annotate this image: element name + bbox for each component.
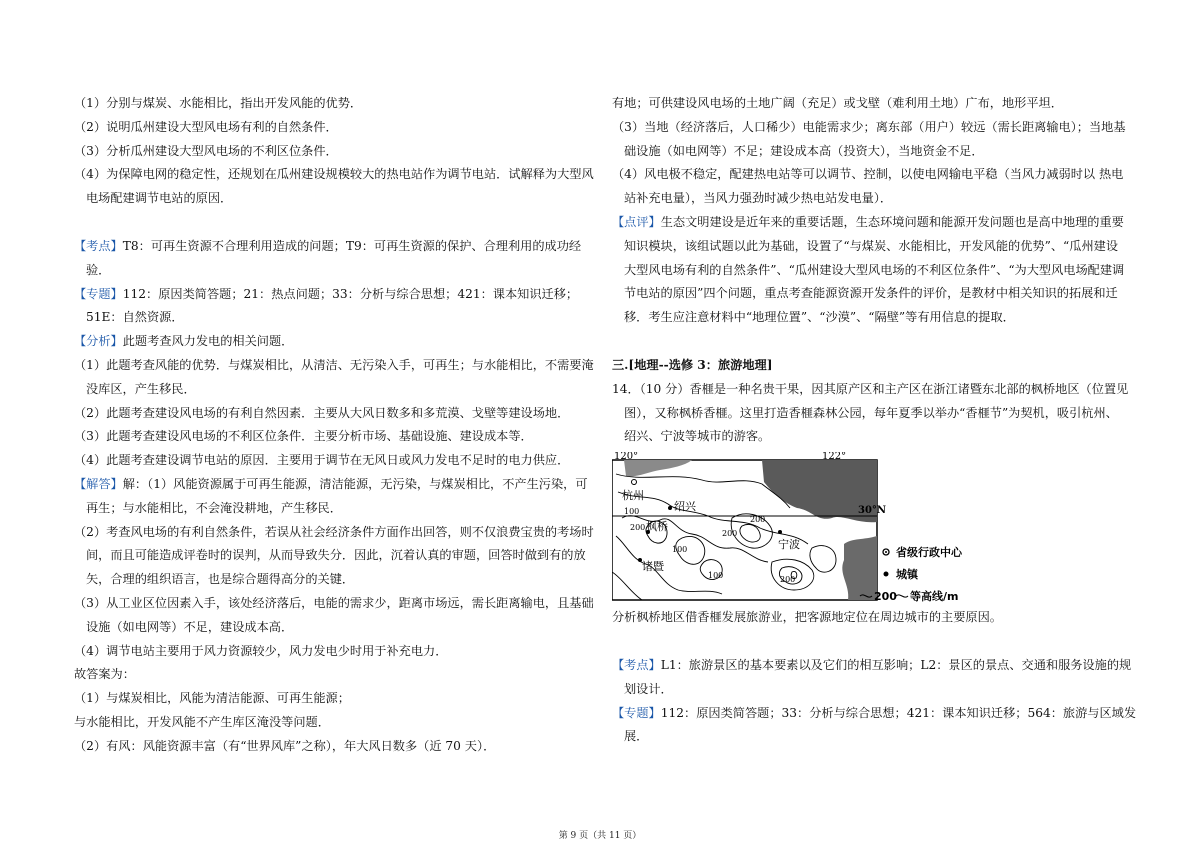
- answer-2: （2）考查风电场的有利自然条件，若误从社会经济条件方面作出回答，则不仅浪费宝贵的考场时: [74, 524, 594, 539]
- zhuanti-line-14: 【专题】112：原因类简答题；33：分析与综合思想；421：课本知识迁移；564：旅游与区域发: [612, 705, 1137, 720]
- contour-value: 100: [708, 571, 724, 581]
- final-answer-4: （4）风电极不稳定，配建热电站等可以调节、控制，以使电网输电平稳（当风力减弱时以 热电: [612, 167, 1124, 182]
- jieda-line: 【解答】解：（1）风能资源属于可再生能源，清洁能源，无污染，与煤炭相比，不产生污染，可: [74, 476, 588, 491]
- zhuanti-tag: 【专题】: [74, 286, 123, 301]
- final-answer-2-cont: 有地；可供建设风电场的土地广阔（充足）或戈壁（难利用土地）广布，地形平坦．: [612, 96, 1063, 110]
- answer-4: （4）调节电站主要用于风力资源较少，风力发电少时用于补充电力．: [74, 643, 448, 658]
- section-heading: 三.[地理--选修 3：旅游地理]: [612, 357, 773, 372]
- hangzhou-marker: [632, 480, 637, 485]
- jieda-line-cont: 再生；与水能相比，不会淹没耕地，产生移民．: [86, 500, 342, 515]
- contour-value: 200: [780, 575, 796, 585]
- contour-value: 200: [630, 523, 646, 533]
- zhuji-label: 诸暨: [642, 560, 664, 574]
- question-3: （3）分析瓜州建设大型风电场的不利区位条件．: [74, 143, 338, 158]
- kaodian-line-14-cont: 划设计．: [624, 681, 673, 696]
- kaodian-tag: 【考点】: [74, 238, 123, 253]
- question-1: （1）分别与煤炭、水能相比，指出开发风能的优势．: [74, 96, 363, 110]
- ningbo-marker: [778, 530, 782, 534]
- legend-contour-label: 等高线/m: [910, 590, 959, 603]
- legend-town-label: 城镇: [896, 568, 918, 582]
- zhuanti-line-cont: 51E：自然资源．: [86, 310, 184, 325]
- ningbo-label: 宁波: [778, 538, 800, 552]
- hangzhou-label: 杭州: [622, 489, 644, 503]
- zhuanti-tag: 【专题】: [612, 705, 661, 720]
- fenxi-line: 【分析】此题考查风力发电的相关问题．: [74, 334, 294, 349]
- contour-value: 100: [672, 545, 688, 555]
- kaodian-line-14: 【考点】L1：旅游景区的基本要素以及它们的相互影响；L2：景区的景点、交通和服务设施的规: [612, 657, 1132, 672]
- question-4-cont: 电场配建调节电站的原因．: [86, 191, 233, 206]
- zhuanti-line-14-cont: 展．: [624, 729, 649, 744]
- answer-3-cont: 设施（如电网等）不足，建设成本高．: [86, 619, 294, 634]
- left-column: [74, 92, 594, 759]
- spacer: [612, 630, 1130, 654]
- kaodian-tag: 【考点】: [612, 657, 661, 672]
- zhuanti-line: 【专题】112：原因类简答题；21：热点问题；33：分析与综合思想；421：课本知识迁移；: [74, 286, 579, 301]
- final-answer-3-cont: 础设施（如电网等）不足；建设成本高（投资大），当地资金不足．: [624, 143, 984, 158]
- analysis-1-cont: 没库区，产生移民．: [86, 381, 196, 396]
- question-14-cont: 图），又称枫桥香榧。这里打造香榧森林公园，每年夏季以举办“香榧节”为契机，吸引杭州、: [624, 405, 1118, 420]
- final-answer-4-cont: 站补充电量），当风力强劲时减少热电站发电量）．: [624, 191, 893, 206]
- map-svg: [612, 452, 1132, 602]
- analysis-4: （4）此题考查建设调节电站的原因．主要用于调节在无风日或风力发电不足时的电力供应．: [74, 453, 570, 468]
- kaodian-line: 【考点】T8：可再生资源不合理利用造成的问题；T9：可再生资源的保护、合理利用的成功经: [74, 238, 582, 253]
- answer-3: （3）从工业区位因素入手，该处经济落后，电能的需求少，距离市场远，需长距离输电，且基础: [74, 595, 594, 610]
- shaoxing-marker: [668, 506, 672, 510]
- lon-left-label: 120°: [614, 452, 639, 463]
- topographic-map: [612, 452, 1132, 602]
- final-answer-heading: 故答案为：: [74, 667, 135, 682]
- dianping-cont-4: 移．考生应注意材料中“地理位置”、“沙漠”、“隔壁”等有用信息的提取．: [624, 310, 1015, 325]
- dianping-cont-2: 大型风电场有利的自然条件”、“瓜州建设大型风电场的不利区位条件”、“为大型风电场配建调: [624, 262, 1125, 277]
- right-column: [612, 92, 1137, 749]
- question-14-prompt: 分析枫桥地区借香榧发展旅游业，把客源地定位在周边城市的主要原因。: [612, 610, 1002, 625]
- legend-town-symbol: [884, 572, 889, 577]
- kaodian-line-cont: 验．: [86, 262, 111, 277]
- contour-value: 200: [722, 529, 738, 539]
- spacer: [612, 330, 1130, 354]
- dianping-cont-3: 节电站的原因”四个问题，重点考查能源资源开发条件的评价，是教材中相关知识的拓展和迁: [624, 286, 1118, 301]
- question-2: （2）说明瓜州建设大型风电场有利的自然条件．: [74, 119, 338, 134]
- contour-value: 200: [750, 515, 766, 525]
- answer-2-cont: 间，而且可能造成评卷时的误判，从而导致失分．因此，沉着认真的审题，回答时做到有的放: [86, 548, 586, 563]
- analysis-3: （3）此题考查建设风电场的不利区位条件．主要分析市场、基础设施、建设成本等．: [74, 429, 533, 444]
- spacer: [74, 211, 590, 235]
- question-14: 14．（10 分）香榧是一种名贵干果，因其原产区和主产区在浙江诸暨东北部的枫桥地区（位置见: [612, 381, 1129, 396]
- analysis-2: （2）此题考查建设风电场的有利自然因素．主要从大风日数多和多荒漠、戈壁等建设场地．: [74, 405, 570, 420]
- dianping-tag: 【点评】: [612, 214, 661, 229]
- fengqiao-label: 枫桥: [646, 520, 668, 534]
- shaoxing-label: 绍兴: [674, 500, 696, 514]
- lon-right-label: 122°: [822, 452, 847, 463]
- final-answer-2: （2）有风：风能资源丰富（有“世界风库”之称），年大风日数多（近 70 天）．: [74, 738, 496, 753]
- question-14-cont2: 绍兴、宁波等城市的游客。: [624, 429, 771, 444]
- legend-capital-label: 省级行政中心: [896, 546, 962, 560]
- fenxi-tag: 【分析】: [74, 334, 123, 349]
- jieda-tag: 【解答】: [74, 476, 123, 491]
- page-footer: 第 9 页（共 11 页）: [558, 831, 642, 841]
- dianping-line: 【点评】生态文明建设是近年来的重要话题，生态环境问题和能源开发问题也是高中地理的重要: [612, 214, 1124, 229]
- final-answer-1: （1）与煤炭相比，风能为清洁能源、可再生能源；: [74, 691, 350, 706]
- analysis-1: （1）此题考查风能的优势．与煤炭相比，从清洁、无污染入手，可再生；与水能相比，不需要淹: [74, 357, 594, 372]
- dianping-cont-1: 知识模块，该组试题以此为基础，设置了“与煤炭、水能相比，开发风能的优势”、“瓜州建设: [624, 238, 1119, 253]
- contour-value: 100: [624, 507, 640, 517]
- question-4: （4）为保障电网的稳定性，还规划在瓜州建设规模较大的热电站作为调节电站．试解释为大型风: [74, 167, 594, 182]
- final-answer-3: （3）当地（经济落后，人口稀少）电能需求少；离东部（用户）较远（需长距离输电）；当地基: [612, 119, 1126, 134]
- lat-label: 30°N: [858, 505, 887, 517]
- legend-contour-value: 200: [874, 590, 897, 603]
- final-answer-1-cont: 与水能相比，开发风能不产生库区淹没等问题．: [74, 714, 330, 729]
- answer-2-cont2: 矢，合理的组织语言，也是综合题得高分的关键．: [86, 572, 355, 587]
